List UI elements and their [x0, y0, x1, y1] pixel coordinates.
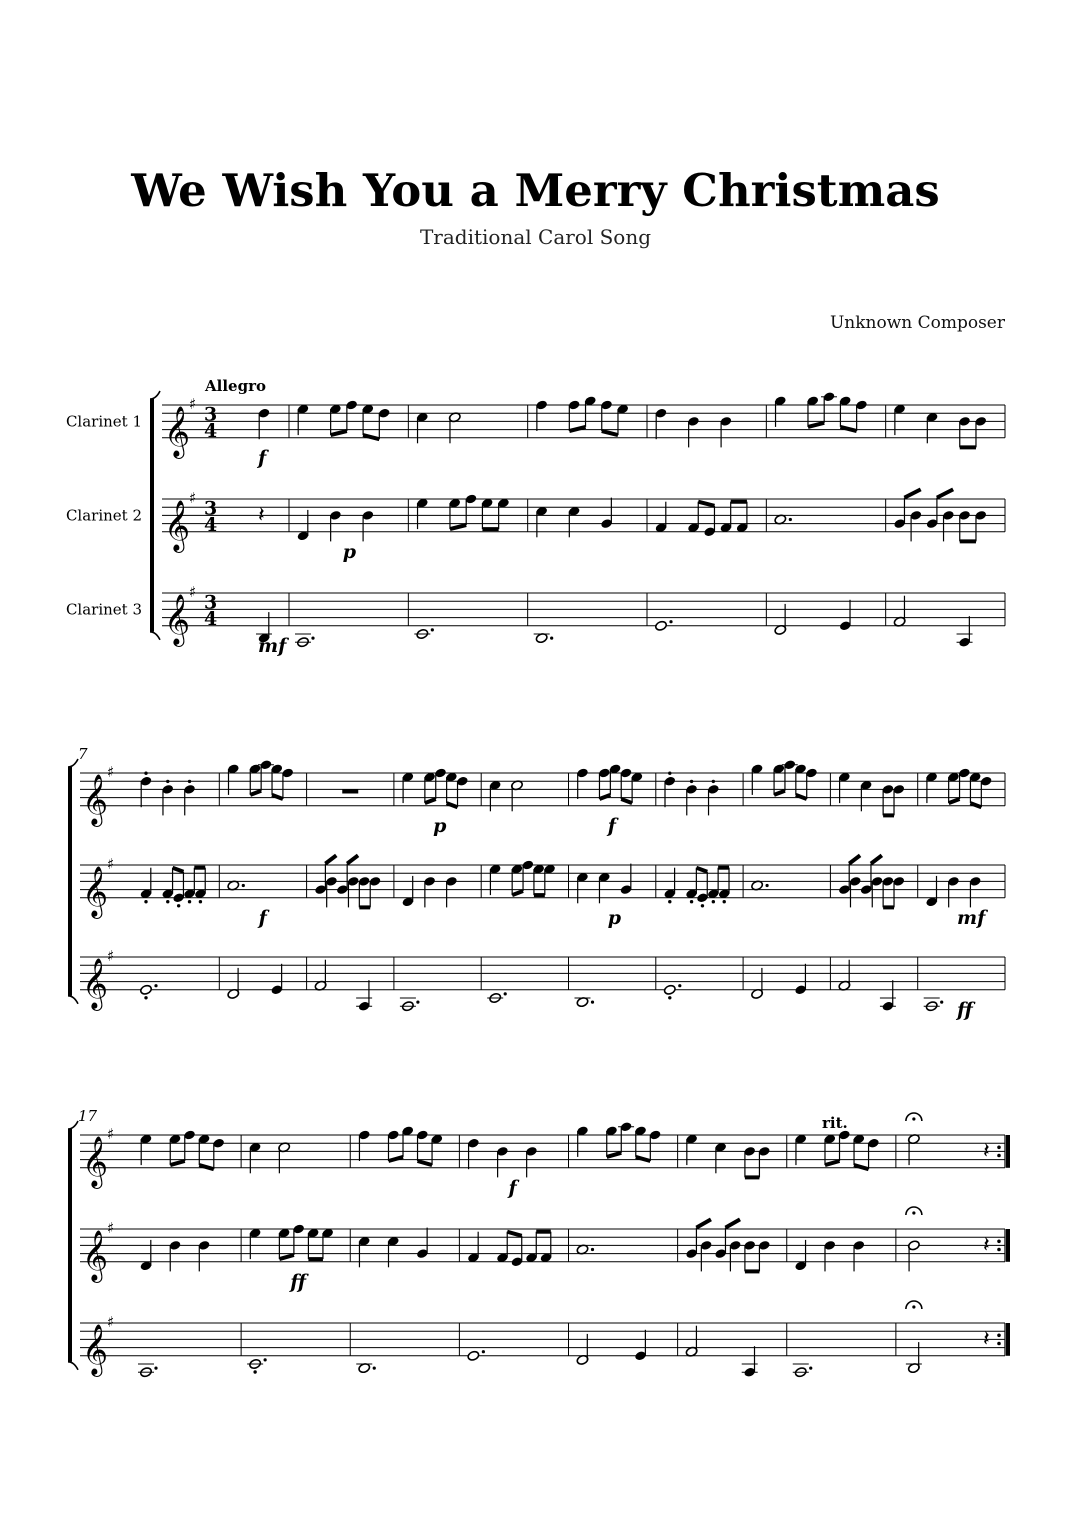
time-signature-top: 3	[204, 403, 218, 426]
repeat-dot	[997, 1240, 1001, 1244]
eighth-beam	[607, 1153, 622, 1157]
eighth-beam	[725, 1219, 740, 1227]
key-signature-sharp: ♯	[107, 1219, 115, 1237]
eighth-beam	[569, 427, 585, 431]
measure-number: 17	[78, 1107, 98, 1125]
dynamic-marking: f	[607, 814, 616, 837]
augmentation-dot	[416, 1001, 419, 1004]
staccato-dot	[712, 900, 715, 903]
augmentation-dot	[154, 984, 157, 987]
eighth-beam	[871, 855, 882, 863]
treble-clef: 𝄞	[164, 405, 191, 457]
augmentation-dot	[311, 637, 314, 640]
augmentation-dot	[669, 620, 672, 623]
eighth-beam	[937, 489, 953, 497]
repeat-dot	[997, 1248, 1001, 1252]
repeat-dot	[997, 1342, 1001, 1346]
key-signature-sharp: ♯	[107, 947, 115, 965]
bracket-hook	[68, 1362, 78, 1370]
eighth-beam	[272, 795, 283, 799]
dynamic-marking: p	[342, 540, 356, 563]
augmentation-dot	[264, 1358, 267, 1361]
composer-credit: Unknown Composer	[829, 313, 1005, 333]
eighth-beam	[808, 423, 824, 427]
staccato-dot	[668, 900, 671, 903]
augmentation-dot	[940, 1001, 943, 1004]
staccato-dot	[723, 900, 726, 903]
time-signature-bottom: 4	[204, 607, 218, 630]
treble-clef: 𝄞	[82, 865, 109, 917]
repeat-dot	[997, 1154, 1001, 1158]
staccato-dot	[177, 904, 180, 907]
staccato-dot	[690, 900, 693, 903]
eighth-beam	[825, 1161, 840, 1165]
staff-clarinet-3	[80, 947, 1005, 1021]
eighth-beam	[512, 891, 523, 895]
augmentation-dot	[789, 518, 792, 521]
staccato-dot	[712, 780, 715, 783]
staff-clarinet-1	[80, 1113, 1008, 1199]
staccato-dot	[668, 996, 671, 999]
augmentation-dot	[766, 884, 769, 887]
dynamic-marking: ff	[290, 1270, 306, 1293]
quarter-rest: 𝄽	[258, 502, 265, 528]
dynamic-marking: f	[508, 1176, 517, 1199]
augmentation-dot	[504, 992, 507, 995]
key-signature-sharp: ♯	[107, 1125, 115, 1143]
staff-clarinet-1	[66, 391, 1005, 469]
eighth-beam	[970, 803, 981, 807]
eighth-beam	[279, 1255, 294, 1259]
eighth-beam	[418, 1161, 433, 1165]
staccato-dot	[188, 780, 191, 783]
augmentation-dot	[550, 637, 553, 640]
instrument-label: Clarinet 2	[65, 506, 142, 525]
eighth-beam	[347, 855, 358, 863]
piece-subtitle: Traditional Carol Song	[419, 225, 652, 249]
eighth-beam	[447, 803, 458, 807]
notehead	[467, 1350, 480, 1361]
tempo-marking: Allegro	[205, 377, 266, 395]
eighth-beam	[173, 868, 184, 872]
eighth-beam	[854, 1165, 869, 1169]
music-system	[68, 1107, 1008, 1378]
treble-clef: 𝄞	[82, 1135, 109, 1187]
dynamic-marking: mf	[258, 634, 287, 657]
treble-clef: 𝄞	[82, 773, 109, 825]
staccato-dot	[166, 900, 169, 903]
dynamic-marking: p	[607, 906, 622, 929]
measure-number: 7	[78, 745, 88, 763]
augmentation-dot	[431, 628, 434, 631]
key-signature-sharp: ♯	[107, 763, 115, 781]
repeat-dot	[997, 1334, 1001, 1338]
dynamic-marking: p	[433, 814, 447, 837]
eighth-beam	[388, 1157, 403, 1161]
bracket-hook	[150, 632, 160, 640]
bracket-hook	[68, 1121, 78, 1129]
staff-clarinet-1	[80, 759, 1005, 837]
staccato-dot	[166, 780, 169, 783]
eighth-beam	[199, 1165, 214, 1169]
staccato-dot	[144, 996, 147, 999]
piece-title: We Wish You a Merry Christmas	[131, 164, 940, 217]
eighth-beam	[636, 1157, 651, 1161]
treble-clef: 𝄞	[164, 499, 191, 551]
eighth-beam	[949, 799, 960, 803]
bracket-hook	[68, 996, 78, 1004]
eighth-beam	[325, 855, 336, 863]
eighth-beam	[621, 799, 632, 803]
eighth-beam	[696, 1219, 711, 1227]
fermata-dot	[912, 1117, 915, 1120]
key-signature-sharp: ♯	[189, 489, 197, 507]
ritardando-marking: rit.	[822, 1114, 848, 1132]
dynamic-marking: mf	[956, 906, 986, 929]
time-signature-bottom: 4	[204, 513, 218, 536]
staff-clarinet-3	[66, 583, 1005, 657]
eighth-beam	[774, 791, 785, 795]
staff-clarinet-3	[80, 1301, 1008, 1378]
repeat-dot	[997, 1146, 1001, 1150]
eighth-beam	[450, 525, 466, 529]
augmentation-dot	[591, 1248, 594, 1251]
treble-clef: 𝄞	[82, 1229, 109, 1281]
eighth-beam	[849, 855, 860, 863]
instrument-label: Clarinet 1	[65, 412, 142, 431]
staff-clarinet-2	[80, 1207, 1008, 1293]
staccato-dot	[690, 780, 693, 783]
fermata-dot	[912, 1211, 915, 1214]
staff-clarinet-2	[66, 489, 1005, 563]
time-signature-bottom: 4	[204, 419, 218, 442]
eighth-beam	[840, 427, 856, 431]
staff-clarinet-2	[80, 855, 1005, 929]
notehead	[663, 984, 676, 995]
eighth-beam	[602, 431, 618, 435]
time-signature-top: 3	[204, 497, 218, 520]
staccato-dot	[188, 900, 191, 903]
key-signature-sharp: ♯	[189, 583, 197, 601]
augmentation-dot	[242, 884, 245, 887]
treble-clef: 𝄞	[164, 593, 191, 645]
time-signature-top: 3	[204, 591, 218, 614]
key-signature-sharp: ♯	[107, 855, 115, 873]
staccato-dot	[253, 1370, 256, 1373]
quarter-rest: 𝄽	[983, 1138, 990, 1164]
staccato-dot	[701, 904, 704, 907]
staccato-dot	[144, 900, 147, 903]
music-system	[68, 745, 1005, 1021]
instrument-label: Clarinet 3	[65, 600, 142, 619]
dynamic-marking: f	[258, 906, 267, 929]
notehead	[140, 984, 153, 995]
augmentation-dot	[591, 1001, 594, 1004]
eighth-beam	[331, 431, 347, 435]
key-signature-sharp: ♯	[189, 395, 197, 413]
staccato-dot	[144, 772, 147, 775]
dynamic-marking: f	[258, 446, 267, 469]
augmentation-dot	[373, 1367, 376, 1370]
staccato-dot	[199, 900, 202, 903]
staccato-dot	[668, 772, 671, 775]
augmentation-dot	[154, 1367, 157, 1370]
eighth-beam	[170, 1161, 185, 1165]
eighth-beam	[698, 502, 714, 506]
treble-clef: 𝄞	[82, 957, 109, 1009]
eighth-beam	[250, 791, 261, 795]
eighth-beam	[425, 799, 436, 803]
notehead	[655, 620, 668, 631]
eighth-beam	[904, 489, 920, 497]
eighth-beam	[696, 868, 707, 872]
eighth-beam	[599, 795, 610, 799]
bracket-hook	[68, 759, 78, 767]
bracket-hook	[150, 391, 160, 399]
dynamic-marking: ff	[956, 998, 973, 1021]
quarter-rest: 𝄽	[983, 1232, 990, 1258]
augmentation-dot	[482, 1350, 485, 1353]
whole-rest	[342, 789, 358, 793]
music-system	[66, 377, 1005, 657]
fermata-dot	[912, 1305, 915, 1308]
eighth-beam	[363, 435, 379, 439]
augmentation-dot	[678, 984, 681, 987]
treble-clef: 𝄞	[82, 1323, 109, 1375]
key-signature-sharp: ♯	[107, 1313, 115, 1331]
eighth-beam	[507, 1232, 522, 1236]
augmentation-dot	[809, 1367, 812, 1370]
eighth-beam	[796, 795, 807, 799]
quarter-rest: 𝄽	[983, 1326, 990, 1352]
